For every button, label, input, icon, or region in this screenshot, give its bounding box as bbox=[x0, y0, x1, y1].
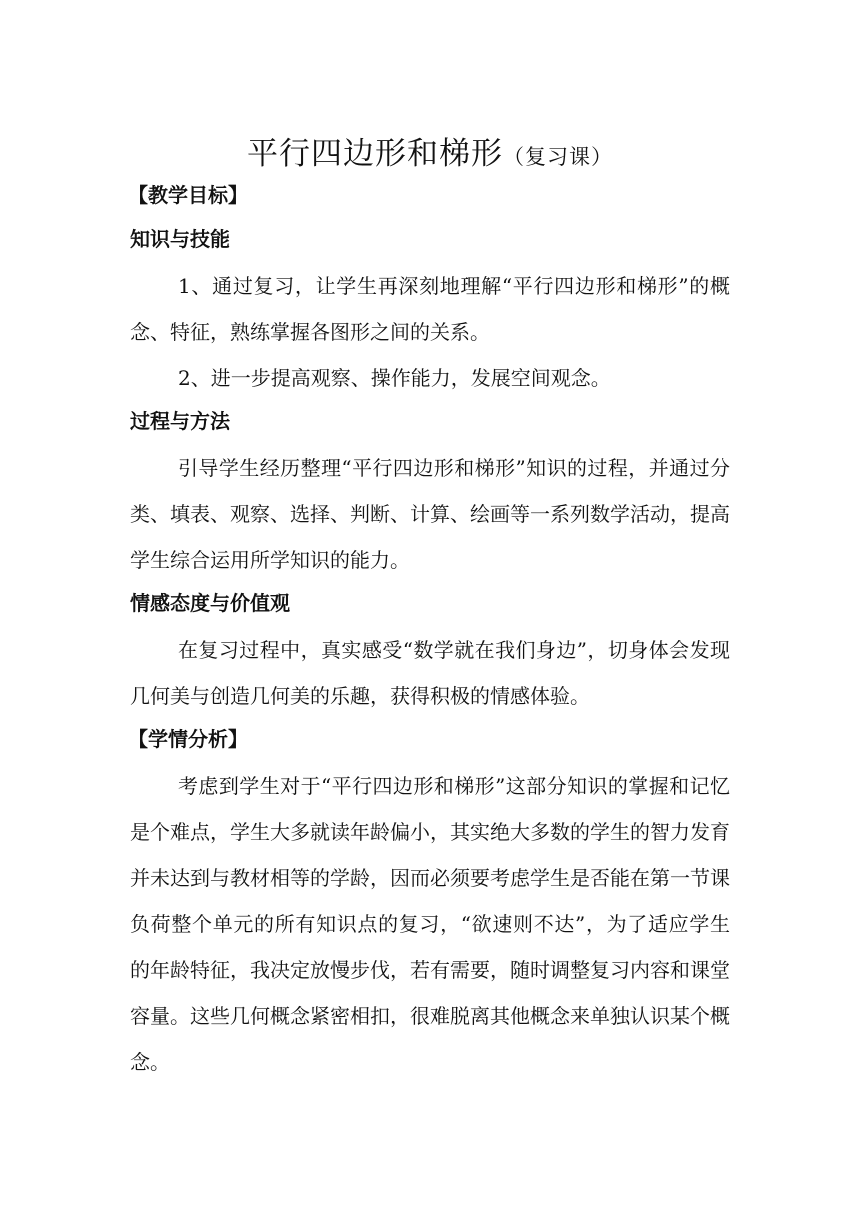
title-suffix: （复习课） bbox=[503, 145, 613, 169]
emotion-values-heading: 情感态度与价值观 bbox=[130, 591, 290, 615]
process-methods-heading: 过程与方法 bbox=[130, 409, 230, 433]
emotion-values-text: 在复习过程中，真实感受“数学就在我们身边”，切身体会发现几何美与创造几何美的乐趣，获得积极的情感体验。 bbox=[130, 638, 730, 708]
title-main: 平行四边形和梯形 bbox=[247, 136, 503, 172]
knowledge-item-1: 1、通过复习，让学生再深刻地理解“平行四边形和梯形”的概念、特征，熟练掌握各图形之间的关系。 bbox=[130, 274, 730, 344]
teaching-goals-heading: 【教学目标】 bbox=[128, 183, 248, 207]
process-methods-text: 引导学生经历整理“平行四边形和梯形”知识的过程，并通过分类、填表、观察、选择、判断、计算、绘画等一系列数学活动，提高学生综合运用所学知识的能力。 bbox=[130, 456, 730, 572]
learning-analysis-text: 考虑到学生对于“平行四边形和梯形”这部分知识的掌握和记忆是个难点，学生大多就读年龄偏小，其实绝大多数的学生的智力发育并未达到与教材相等的学龄，因而必须要考虑学生是否能在第一节课负荷整个单元的所有知识点的复习，“欲速则不达”，为了适应学生的年龄特征，我决定放慢步伐，若有需要，随时调整复习内容和课堂容量。这些几何概念紧密相扣，很难脱离其他概念来单独认识某个概念。 bbox=[130, 774, 730, 1074]
knowledge-skills-heading: 知识与技能 bbox=[130, 227, 230, 251]
document-body bbox=[130, 175, 730, 1085]
knowledge-item-2: 2、进一步提高观察、操作能力，发展空间观念。 bbox=[178, 366, 611, 390]
document-title bbox=[0, 128, 860, 173]
learning-analysis-heading: 【学情分析】 bbox=[128, 727, 248, 751]
